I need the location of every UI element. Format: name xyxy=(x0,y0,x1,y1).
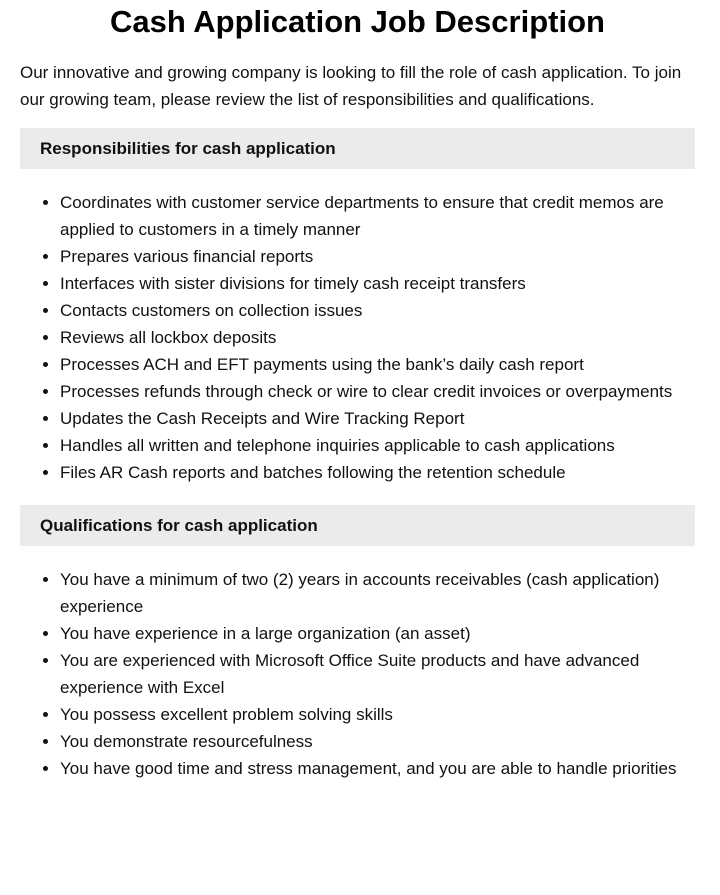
list-item: • Coordinates with customer service departments to ensure that credit memos are applied to customers in a timely manner xyxy=(60,189,695,243)
list-item: • Files AR Cash reports and batches following the retention schedule xyxy=(60,459,695,486)
list-item: • Processes refunds through check or wire to clear credit invoices or overpayments xyxy=(60,378,695,405)
list-item: • You have good time and stress management, and you are able to handle priorities xyxy=(60,755,695,782)
list-item: • Contacts customers on collection issues xyxy=(60,297,695,324)
list-item: • You possess excellent problem solving skills xyxy=(60,701,695,728)
list-item: • You demonstrate resourcefulness xyxy=(60,728,695,755)
list-item: • You are experienced with Microsoft Office Suite products and have advanced experience with Excel xyxy=(60,647,695,701)
list-item: • You have experience in a large organization (an asset) xyxy=(60,620,695,647)
list-item: • Reviews all lockbox deposits xyxy=(60,324,695,351)
list-item: • Processes ACH and EFT payments using the bank’s daily cash report xyxy=(60,351,695,378)
list-item: • Interfaces with sister divisions for timely cash receipt transfers xyxy=(60,270,695,297)
page-title: Cash Application Job Description xyxy=(110,4,605,39)
list-item: • Prepares various financial reports xyxy=(60,243,695,270)
list-item: • Handles all written and telephone inquiries applicable to cash applications xyxy=(60,432,695,459)
qualifications-heading: Qualifications for cash application xyxy=(20,505,695,546)
list-item: • You have a minimum of two (2) years in accounts receivables (cash application) experience xyxy=(60,566,695,620)
intro-paragraph: Our innovative and growing company is looking to fill the role of cash application. To join our growing team, please review the list of responsibilities and qualifications. xyxy=(20,63,682,109)
responsibilities-list xyxy=(20,189,695,486)
qualifications-list xyxy=(20,566,695,782)
list-item: • Updates the Cash Receipts and Wire Tracking Report xyxy=(60,405,695,432)
responsibilities-heading: Responsibilities for cash application xyxy=(20,128,695,169)
